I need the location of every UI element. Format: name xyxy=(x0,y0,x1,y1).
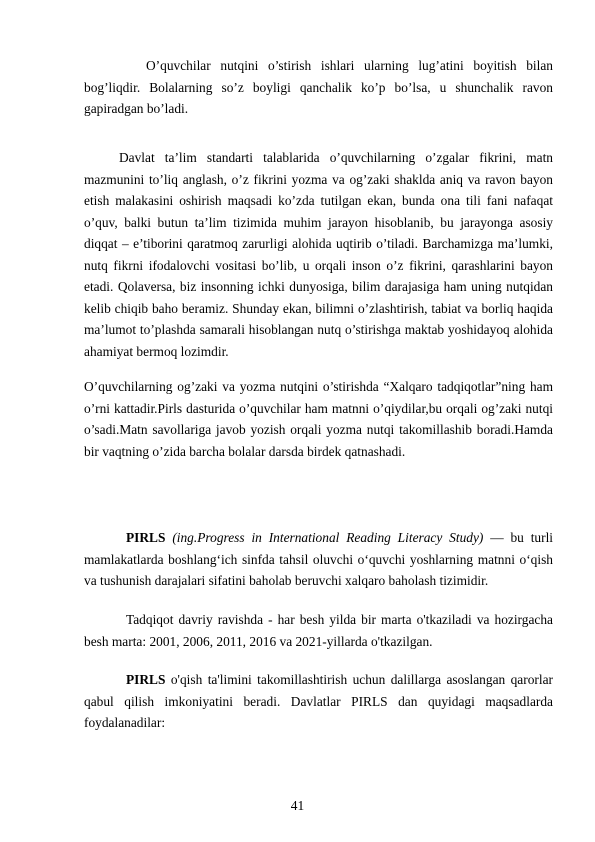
paragraph-international-research: O’quvchilarning og’zaki va yozma nutqini o’stirishda “Xalqaro tadqiqotlar”ning ham o’rni kattadir.Pirls dasturida o’quvchilar ham matnni o’qiydilar,bu orqali og’zaki nutqi o’sadi.Matn savollariga javob yozish orqali yozma nutqi takomillashib boradi.Hamda bir vaqtning o’zida barcha bolalar darsda birdek qatnashadi. xyxy=(84,379,553,459)
paragraph-pirls-definition xyxy=(84,527,553,592)
pirls-purpose-text: o'qish ta'limini takomillashtirish uchun dalillarga asoslangan qarorlar qabul qilish imkoniyatini beradi. Davlatlar PIRLS dan quyidagi maqsadlarda foydalanadilar: xyxy=(84,672,553,730)
paragraph-pirls-purpose xyxy=(84,669,553,734)
pirls-definition-text: — bu turli mamlakatlarda boshlangʻich sinfda tahsil oluvchi oʻquvchi yoshlarning matnni oʻqish va tushunish darajalari sifatini baholab beruvchi xalqaro baholash tizimidir. xyxy=(84,530,554,588)
page-number: 41 xyxy=(290,798,305,813)
pirls-term: PIRLS xyxy=(126,672,166,687)
pirls-term: PIRLS xyxy=(126,530,166,545)
paragraph-speech-vocabulary: O’quvchilar nutqini o’stirish ishlari ularning lug’atini boyitish bilan bog’liqdir. Bolalarning so’z boyligi qanchalik ko’p bo’lsa, u shunchalik ravon gapiradgan bo’ladi. xyxy=(84,58,553,116)
pirls-expansion: (ing.Progress in International Reading Literacy Study) xyxy=(172,530,484,545)
paragraph-pirls-frequency: Tadqiqot davriy ravishda - har besh yilda bir marta o'tkaziladi va hozirgacha besh marta: 2001, 2006, 2011, 2016 va 2021-yillarda o'tkazilgan. xyxy=(84,612,553,649)
paragraph-education-standard: Davlat ta’lim standarti talablarida o’quvchilarning o’zgalar fikrini, matn mazmunini to’liq anglash, o’z fikrini yozma va og’zaki shaklda aniq va ravon bayon etish malakasini oshirish maqsadi ko’zda tutilgan ekan, bunda ona tili fani nafaqat o’quv, balki butun ta’lim tizimida muhim jarayon hisoblanib, bu jarayonga asosiy diqqat – e’tiborini qaratmoq zarurligi alohida uqtirib o’tiladi. Barchamizga ma’lumki, nutq fikrni ifodalovchi vositasi bo’lib, u orqali inson o’z fikrini, qarashlarini bayon etadi. Qolaversa, biz insonning ichki dunyosiga, bilim darajasiga ham uning nutqidan kelib chiqib baho beramiz. Shunday ekan, bilimni o’zlashtirish, tabiat va borliq haqida ma’lumot to’plashda samarali hisoblangan nutq o’stirishga maktab yoshidayoq alohida ahamiyat bermoq lozimdir. xyxy=(84,150,553,359)
